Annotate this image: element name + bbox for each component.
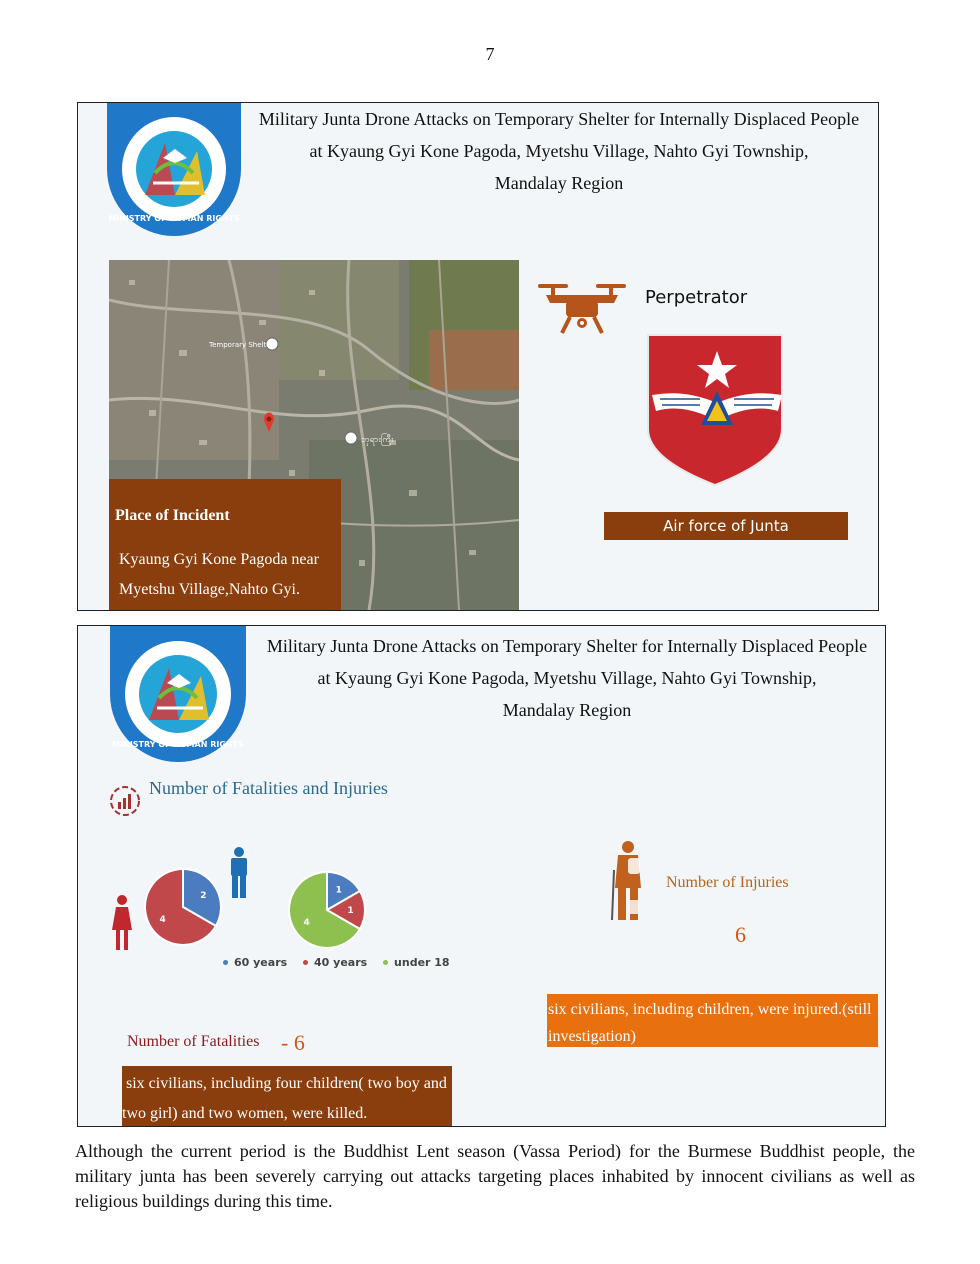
title-line-2: at Kyaung Gyi Kone Pagoda, Myetshu Village, Nahto Gyi Township, — [309, 141, 809, 161]
incident-line-2: Myetshu Village,Nahto Gyi. — [119, 581, 300, 598]
injuries-description — [547, 994, 878, 1047]
page-number: 7 — [485, 44, 495, 64]
logo-text: MINISTRY OF HUMAN RIGHTS — [112, 740, 244, 749]
legend-item-under18: under 18 — [383, 956, 450, 969]
pie-data-label: 2 — [200, 891, 207, 902]
incident-panel — [77, 102, 879, 611]
title-line-3: Mandalay Region — [494, 173, 624, 193]
logo-text: MINISTRY OF HUMAN RIGHTS — [108, 214, 240, 223]
casualties-panel — [77, 625, 886, 1127]
legend-item-60: 60 years — [223, 956, 287, 969]
section-heading: Number of Fatalities and Injuries — [149, 778, 388, 798]
pie-data-label: 1 — [335, 885, 342, 896]
perpetrator-label: Perpetrator — [645, 287, 748, 308]
title-line-2: at Kyaung Gyi Kone Pagoda, Myetshu Village, Nahto Gyi Township, — [317, 668, 817, 688]
ministry-logo — [108, 626, 248, 773]
injuries-value: 6 — [735, 922, 746, 947]
pie-chart-male — [282, 865, 372, 955]
pie-data-label: 4 — [159, 914, 166, 925]
analytics-icon — [108, 784, 142, 823]
incident-title: Place of Incident — [115, 507, 230, 524]
title-line-1: Military Junta Drone Attacks on Temporary Shelter for Internally Displaced People — [258, 109, 860, 129]
ministry-logo — [105, 103, 243, 246]
air-force-emblem — [640, 329, 790, 494]
fatalities-line-1: six civilians, including four children( two boy and — [126, 1075, 447, 1092]
chart-legend — [223, 956, 462, 969]
male-icon — [227, 847, 251, 904]
fatalities-description — [122, 1066, 452, 1126]
fatalities-value: - 6 — [281, 1030, 305, 1055]
panel-title — [250, 630, 884, 726]
map-label-shelter: Temporary Shelter — [209, 341, 274, 349]
pie-data-label: 4 — [303, 917, 310, 928]
body-paragraph: Although the current period is the Buddhist Lent season (Vassa Period) for the Burmese Buddhist people, the military junta has been severely carrying out attacks targeting places inhabited by innocent civilians as well as religious buildings during this time. — [75, 1141, 915, 1211]
perpetrator-name: Air force of Junta — [604, 512, 848, 540]
map-label-pagoda: ဘုရားကြီး — [361, 435, 394, 445]
female-icon — [108, 894, 136, 957]
fatalities-line-2: two girl) and two women, were killed. — [122, 1105, 368, 1122]
pie-chart-female — [138, 862, 228, 952]
pie-data-label: 1 — [347, 906, 354, 916]
injured-person-icon — [608, 840, 648, 927]
panel-title — [244, 103, 874, 199]
injuries-label: Number of Injuries — [666, 874, 789, 891]
legend-item-40: 40 years — [303, 956, 367, 969]
title-line-1: Military Junta Drone Attacks on Temporary Shelter for Internally Displaced People — [266, 636, 868, 656]
title-line-3: Mandalay Region — [502, 700, 632, 720]
drone-icon — [536, 281, 628, 342]
injuries-line-1: six civilians, including children, were injured.(still — [548, 1001, 872, 1018]
injuries-line-2: investigation) — [548, 1028, 636, 1045]
incident-text — [119, 545, 339, 605]
fatalities-label: Number of Fatalities — [127, 1033, 260, 1050]
incident-line-1: Kyaung Gyi Kone Pagoda near — [119, 551, 319, 568]
place-of-incident-box — [109, 479, 341, 610]
